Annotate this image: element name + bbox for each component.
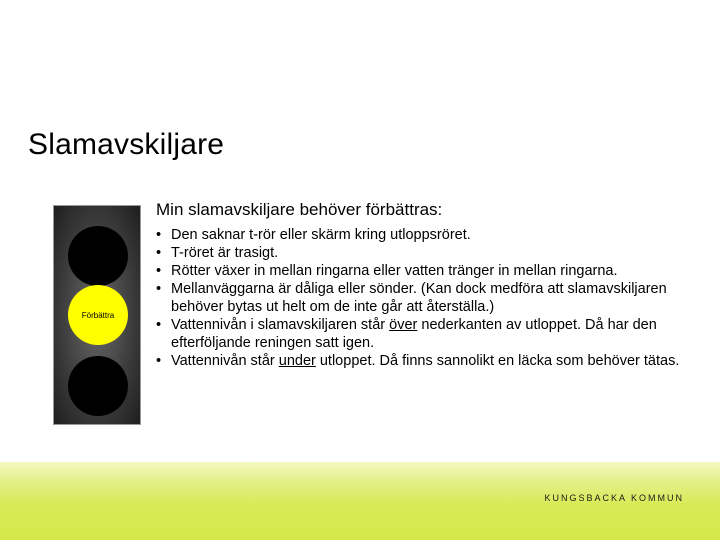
underlined-word: under	[278, 353, 316, 369]
bullet-marker: •	[156, 353, 162, 369]
green-lamp	[68, 356, 128, 416]
bullet-marker: •	[156, 281, 162, 297]
yellow-lamp	[68, 285, 128, 345]
bullet-list	[156, 226, 696, 370]
slide-subtitle: Min slamavskiljare behöver förbättras:	[156, 200, 443, 219]
list-item	[156, 244, 696, 262]
bullet-text: Rötter växer in mellan ringarna eller vatten tränger in mellan ringarna.	[171, 263, 618, 279]
bullet-marker: •	[156, 245, 162, 261]
list-item	[156, 316, 696, 352]
footer-logo-text: KUNGSBACKA KOMMUN	[544, 493, 684, 503]
bullet-text: Mellanväggarna är dåliga eller sönder. (Kan dock medföra att slamavskiljaren behöver bytas ut helt om de inte går att återställa.)	[171, 281, 667, 315]
list-item	[156, 280, 696, 316]
list-item	[156, 352, 696, 370]
underlined-word: över	[389, 317, 418, 333]
bullet-text-start: Vattennivån i slamavskiljaren står	[171, 317, 390, 333]
list-item	[156, 262, 696, 280]
traffic-light-graphic	[53, 205, 141, 425]
red-lamp	[68, 226, 128, 286]
bullet-text: Den saknar t-rör eller skärm kring utloppsröret.	[171, 227, 471, 243]
bullet-marker: •	[156, 263, 162, 279]
bullet-marker: •	[156, 227, 162, 243]
bullet-text-start: Vattennivån står	[171, 353, 279, 369]
bullet-marker: •	[156, 317, 162, 333]
bullet-text-end: nederkanten av utloppet. Då har den efterföljande reningen satt igen.	[171, 317, 657, 351]
slide-title: Slamavskiljare	[28, 128, 225, 161]
list-item	[156, 226, 696, 244]
bullet-text-end: utloppet. Då finns sannolikt en läcka som behöver tätas.	[315, 353, 680, 369]
lamp-label: Förbättra	[81, 310, 115, 320]
bullet-text: T-röret är trasigt.	[171, 245, 279, 261]
